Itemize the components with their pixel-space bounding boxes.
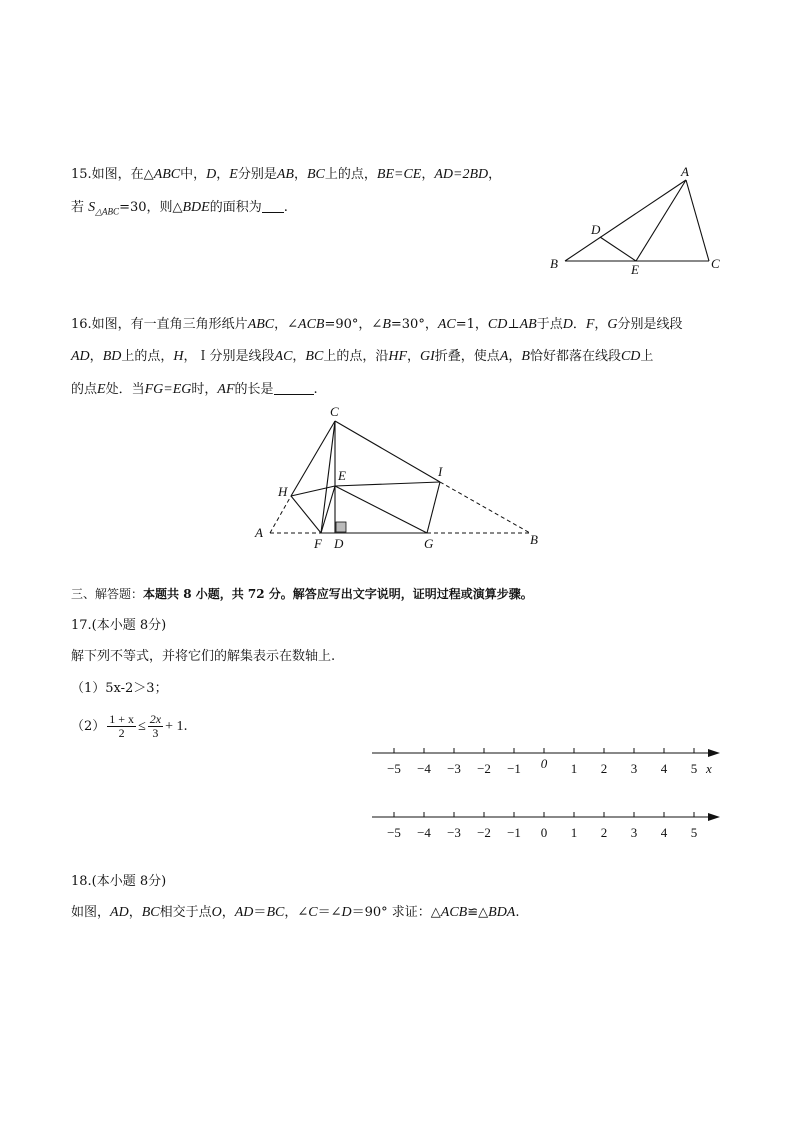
label-f: F bbox=[314, 536, 322, 551]
q17-item-1: （1）5x-2＞3； bbox=[71, 681, 168, 696]
label-c: C bbox=[330, 404, 339, 419]
q15-line2: 若 $S_{\triangle ABC}=30$，则△BDE的面积为 . bbox=[71, 200, 288, 217]
number-line-2-tick-label: −1 bbox=[507, 825, 521, 840]
number-line-2-tick-label: 4 bbox=[660, 825, 668, 840]
number-line-2-tick-label: −2 bbox=[477, 825, 491, 840]
q18-title: 18.(本小题 8分) bbox=[71, 874, 167, 889]
number-line-1-arrow bbox=[708, 749, 720, 757]
label-e: E bbox=[338, 468, 346, 483]
fraction-1: $\frac{1 + x}{2}$ bbox=[109, 712, 135, 740]
label-b: B bbox=[550, 256, 558, 271]
q17-item-2: （2） $\frac{1 + x}{2}$ ≤ $\frac{2x}{3}$ + 1. bbox=[71, 712, 188, 740]
label-d: D bbox=[591, 222, 601, 237]
number-line-2-tick-label: −5 bbox=[387, 825, 401, 840]
label-i: I bbox=[438, 464, 443, 479]
number-line-1-tick-label: 3 bbox=[630, 761, 638, 776]
number-line-1-tick-label: 1 bbox=[570, 761, 578, 776]
number-line-1-tick-label: 0 bbox=[540, 756, 548, 771]
q18-statement: 如图，AD，BC相交于点O，AD＝BC，∠C＝∠D＝90° 求证：△ACB≌△BDA. bbox=[71, 905, 520, 920]
number-line-1-variable-label: x bbox=[706, 761, 712, 776]
label-b: B bbox=[530, 532, 538, 547]
number-line-1-tick-label: −5 bbox=[387, 761, 401, 776]
label-a: A bbox=[681, 164, 689, 179]
label-a: A bbox=[255, 525, 263, 540]
fraction-2: $\frac{2x}{3}$ bbox=[149, 712, 162, 740]
number-line-1-tick-label: −2 bbox=[477, 761, 491, 776]
number-line-2-tick-label: 0 bbox=[540, 825, 548, 840]
number-line-1-tick-label: −1 bbox=[507, 761, 521, 776]
q17-title: 17.(本小题 8分) bbox=[71, 618, 167, 633]
q16-line3: 的点E处．当FG=EG时，AF的长是 . bbox=[71, 382, 318, 397]
section-3-heading: 三、解答题：本题共 8 小题，共 72 分。解答应写出文字说明，证明过程或演算步骤。 bbox=[71, 587, 533, 601]
number-line-1-tick-label: 4 bbox=[660, 761, 668, 776]
label-e: E bbox=[631, 262, 639, 277]
number-line-2-tick-label: 1 bbox=[570, 825, 578, 840]
label-g: G bbox=[424, 536, 434, 551]
q17-instruction: 解下列不等式，并将它们的解集表示在数轴上. bbox=[71, 649, 336, 664]
number-line-2-tick-label: 5 bbox=[690, 825, 698, 840]
number-line-1-tick-label: −3 bbox=[447, 761, 461, 776]
number-line-2-arrow bbox=[708, 813, 720, 821]
number-line-1-tick-label: 2 bbox=[600, 761, 608, 776]
number-line-2-tick-label: 2 bbox=[600, 825, 608, 840]
q16-line1: 16.如图，有一直角三角形纸片ABC，∠ACB=90°，∠B=30°，AC=1，CD⊥AB于点D．F，G分别是线段 bbox=[71, 317, 683, 332]
number-line-1-tick-label: −4 bbox=[417, 761, 431, 776]
q15-line1: 15.如图，在△ABC中，D，E分别是AB，BC上的点，BE=CE，AD=2BD， bbox=[71, 167, 502, 182]
label-d: D bbox=[334, 536, 344, 551]
number-line-2-tick-label: 3 bbox=[630, 825, 638, 840]
number-line-2-tick-label: −3 bbox=[447, 825, 461, 840]
number-line-1-tick-label: 5 bbox=[690, 761, 698, 776]
label-c: C bbox=[711, 256, 720, 271]
label-h: H bbox=[278, 484, 288, 499]
q16-line2: AD，BD上的点，H，Ｉ分别是线段AC，BC上的点，沿HF，GI折叠，使点A，B恰好都落在线段CD上 bbox=[71, 349, 654, 364]
number-line-2-tick-label: −4 bbox=[417, 825, 431, 840]
